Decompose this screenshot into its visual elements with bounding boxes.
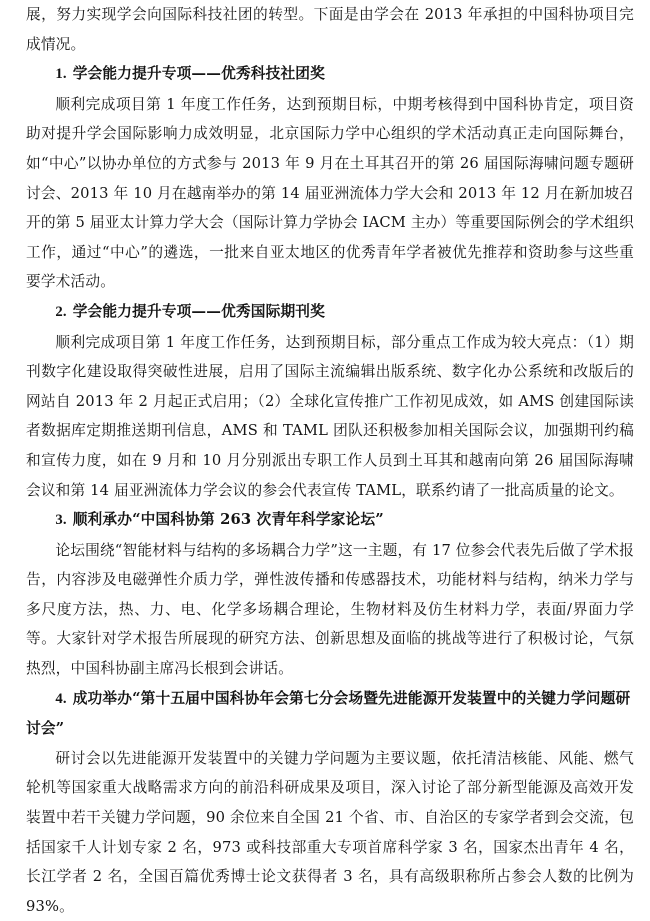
section-2-title: 学会能力提升专项——优秀国际期刊奖 bbox=[72, 302, 325, 320]
section-4-paragraph: 研讨会以先进能源开发装置中的关键力学问题为主要议题，依托清洁核能、风能、燃气轮机等国家重大战略需求方向的前沿科研成果及项目，深入讨论了部分新型能源及高效开发装置中若干关键力学问题，90 余位来自全国 21 个省、市、自治区的专家学者到会交流，包括国家千人计划专家 2 名，973 或科技部重大专项首席科学家 3 名，国家杰出青年 4 名，长江学者 2 名，全国百篇优秀博士论文获得者 3 名，具有高级职称所占参会人数的比例为 93%。 bbox=[26, 749, 634, 915]
section-3-paragraph: 论坛围绕“智能材料与结构的多场耦合力学”这一主题，有 17 位参会代表先后做了学术报告，内容涉及电磁弹性介质力学，弹性波传播和传感器技术，功能材料与结构，纳米力学与多尺度方法，热、力、电、化学多场耦合理论，生物材料及仿生材料力学，表面/界面力学等。大家针对学术报告所展现的研究方法、创新思想及面临的挑战等进行了积极讨论，气氛热烈，中国科协副主席冯长根到会讲话。 bbox=[26, 541, 634, 678]
section-3-heading bbox=[26, 505, 634, 536]
section-3-number: 3. bbox=[55, 512, 67, 529]
section-2-number: 2. bbox=[55, 303, 67, 320]
section-2-paragraph: 顺利完成项目第 1 年度工作任务，达到预期目标，部分重点工作成为较大亮点：（1）期刊数字化建设取得突破性进展，启用了国际主流编辑出版系统、数字化办公系统和改版后的网站自 2013 年 2 月起正式启用；（2）全球化宣传推广工作初见成效，如 AMS 创建国际读者数据库定期推送期刊信息，AMS 和 TAML 团队还积极参加相关国际会议，加强期刊约稿和宣传力度，如在 9 月和 10 月分别派出专职工作人员到土耳其和越南向第 26 届国际海啸会议和第 14 届亚洲流体力学会议的参会代表宣传 TAML，联系约请了一批高质量的论文。 bbox=[26, 333, 634, 499]
section-1-paragraph: 顺利完成项目第 1 年度工作任务，达到预期目标，中期考核得到中国科协肯定，项目资助对提升学会国际影响力成效明显，北京国际力学中心组织的学术活动真正走向国际舞台，如“中心”以协办单位的方式参与 2013 年 9 月在土耳其召开的第 26 届国际海啸问题专题研讨会、2013 年 10 月在越南举办的第 14 届亚洲流体力学大会和 2013 年 12 月在新加坡召开的第 5 届亚太计算力学大会（国际计算力学协会 IACM 主办）等重要国际例会的学术组织工作，通过“中心”的遴选，一批来自亚太地区的优秀青年学者被优先推荐和资助参与这些重要学术活动。 bbox=[26, 95, 634, 291]
section-2-heading bbox=[26, 297, 634, 328]
section-4-heading bbox=[26, 684, 634, 744]
section-4-number: 4. bbox=[55, 690, 67, 707]
intro-paragraph: 展，努力实现学会向国际科技社团的转型。下面是由学会在 2013 年承担的中国科协项目完成情况。 bbox=[26, 6, 634, 53]
section-1-title: 学会能力提升专项——优秀科技社团奖 bbox=[72, 65, 325, 83]
section-1-heading bbox=[26, 59, 634, 90]
section-3-title: 顺利承办“中国科协第 263 次青年科学家论坛” bbox=[72, 511, 384, 529]
section-1-number: 1. bbox=[55, 66, 67, 83]
section-4-title: 成功举办“第十五届中国科协年会第七分会场暨先进能源开发装置中的关键力学问题研讨会” bbox=[26, 689, 631, 738]
